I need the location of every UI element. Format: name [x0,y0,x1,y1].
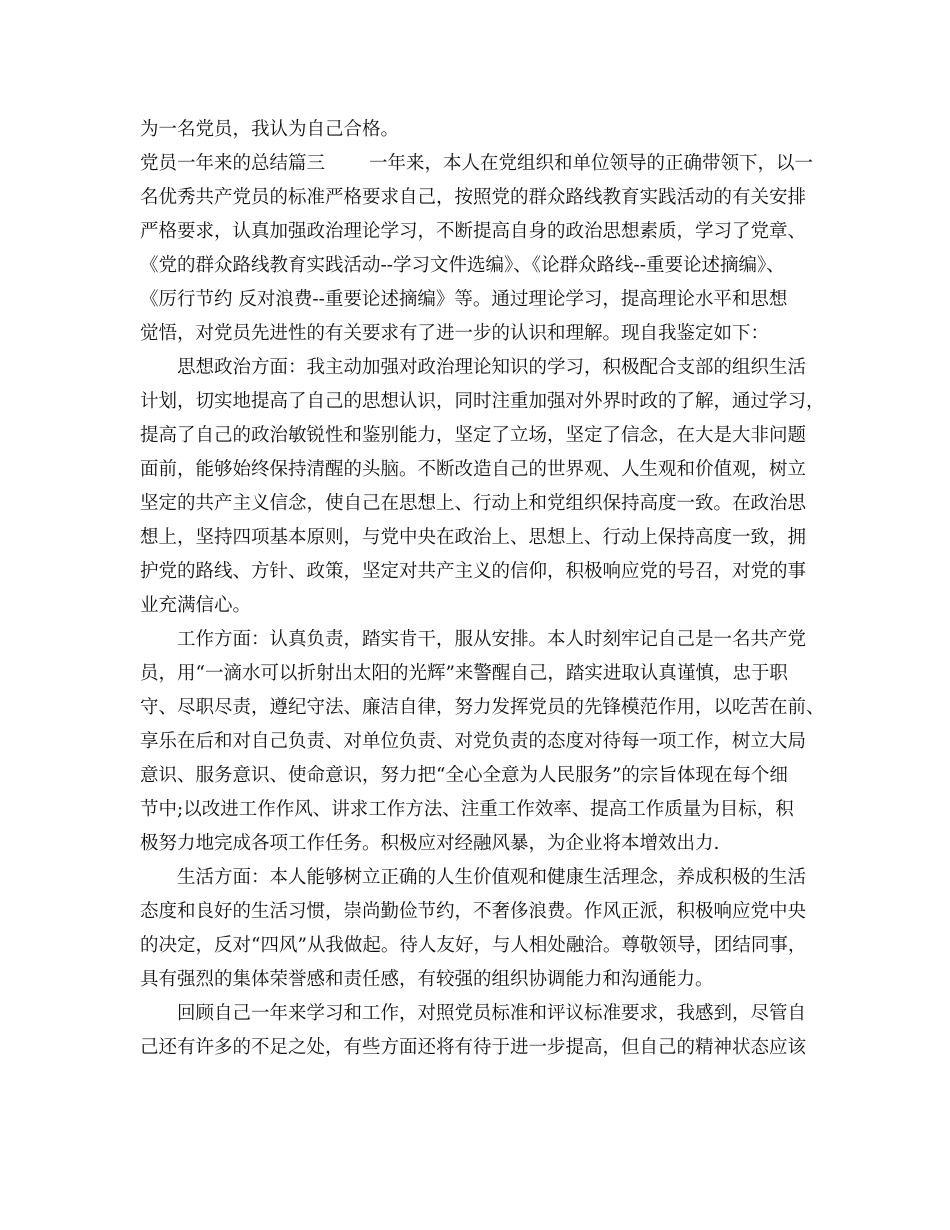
text-line: 名优秀共产党员的标准严格要求自己，按照党的群众路线教育实践活动的有关安排 [140,187,807,208]
text-line: 意识、服务意识、使命意识，努力把“全心全意为人民服务”的宗旨体现在每个细 [140,765,788,786]
text-line: 思想政治方面：我主动加强对政治理论知识的学习，积极配合支部的组织生活 [140,357,807,378]
text-line: 生活方面：本人能够树立正确的人生价值观和健康生活理念，养成积极的生活 [140,867,807,888]
section-heading: 党员一年来的总结篇三 [140,153,326,174]
text-line [140,147,820,181]
text-line: 极努力地完成各项工作任务。积极应对经融风暴，为企业将本增效出力. [140,833,720,854]
text-line: 《厉行节约 反对浪费--重要论述摘编》等。通过理论学习，提高理论水平和思想 [140,289,788,310]
text-line: 坚定的共产主义信念，使自己在思想上、行动上和党组织保持高度一致。在政治思 [140,493,807,514]
text-line: 的决定，反对“四风”从我做起。待人友好，与人相处融洽。尊敬领导，团结同事， [140,935,807,956]
text-line: 具有强烈的集体荣誉感和责任感，有较强的组织协调能力和沟通能力。 [140,969,714,990]
text-line: 守、尽职尽责，遵纪守法、廉洁自律，努力发挥党员的先锋模范作用，以吃苦在前、 [140,697,825,718]
text-line: 提高了自己的政治敏锐性和鉴别能力，坚定了立场，坚定了信念，在大是大非问题 [140,425,807,446]
text-line: 员，用“一滴水可以折射出太阳的光辉”来警醒自己，踏实进取认真谨慎，忠于职 [140,663,788,684]
text-line: 回顾自己一年来学习和工作，对照党员标准和评议标准要求，我感到，尽管自 [140,1003,807,1024]
text-line: 护党的路线、方针、政策，坚定对共产主义的信仰，积极响应党的号召，对党的事 [140,561,807,582]
document-body [140,113,825,1065]
text-line: 《党的群众路线教育实践活动--学习文件选编》、《论群众路线--重要论述摘编》、 [140,255,785,276]
text-line: 工作方面：认真负责，踏实肯干，服从安排。本人时刻牢记自己是一名共产党 [140,629,807,650]
text-line: 为一名党员，我认为自己合格。 [140,119,400,140]
text-line: 业充满信心。 [140,595,252,616]
text-line: 节中;以改进工作作风、讲求工作方法、注重工作效率、提高工作质量为目标，积 [140,799,794,820]
section-intro: 一年来，本人在党组织和单位领导的正确带领下，以一 [369,153,814,174]
text-line: 己还有许多的不足之处，有些方面还将有待于进一步提高，但自己的精神状态应该 [140,1037,807,1058]
text-line: 态度和良好的生活习惯，崇尚勤俭节约，不奢侈浪费。作风正派，积极响应党中央 [140,901,807,922]
text-line: 严格要求，认真加强政治理论学习，不断提高自身的政治思想素质，学习了党章、 [140,221,807,242]
text-line: 计划，切实地提高了自己的思想认识，同时注重加强对外界时政的了解，通过学习， [140,391,825,412]
text-line: 想上，坚持四项基本原则，与党中央在政治上、思想上、行动上保持高度一致，拥 [140,527,807,548]
text-line: 觉悟，对党员先进性的有关要求有了进一步的认识和理解。现自我鉴定如下： [140,323,770,344]
text-line: 面前，能够始终保持清醒的头脑。不断改造自己的世界观、人生观和价值观，树立 [140,459,807,480]
text-line: 享乐在后和对自己负责、对单位负责、对党负责的态度对待每一项工作，树立大局 [140,731,807,752]
